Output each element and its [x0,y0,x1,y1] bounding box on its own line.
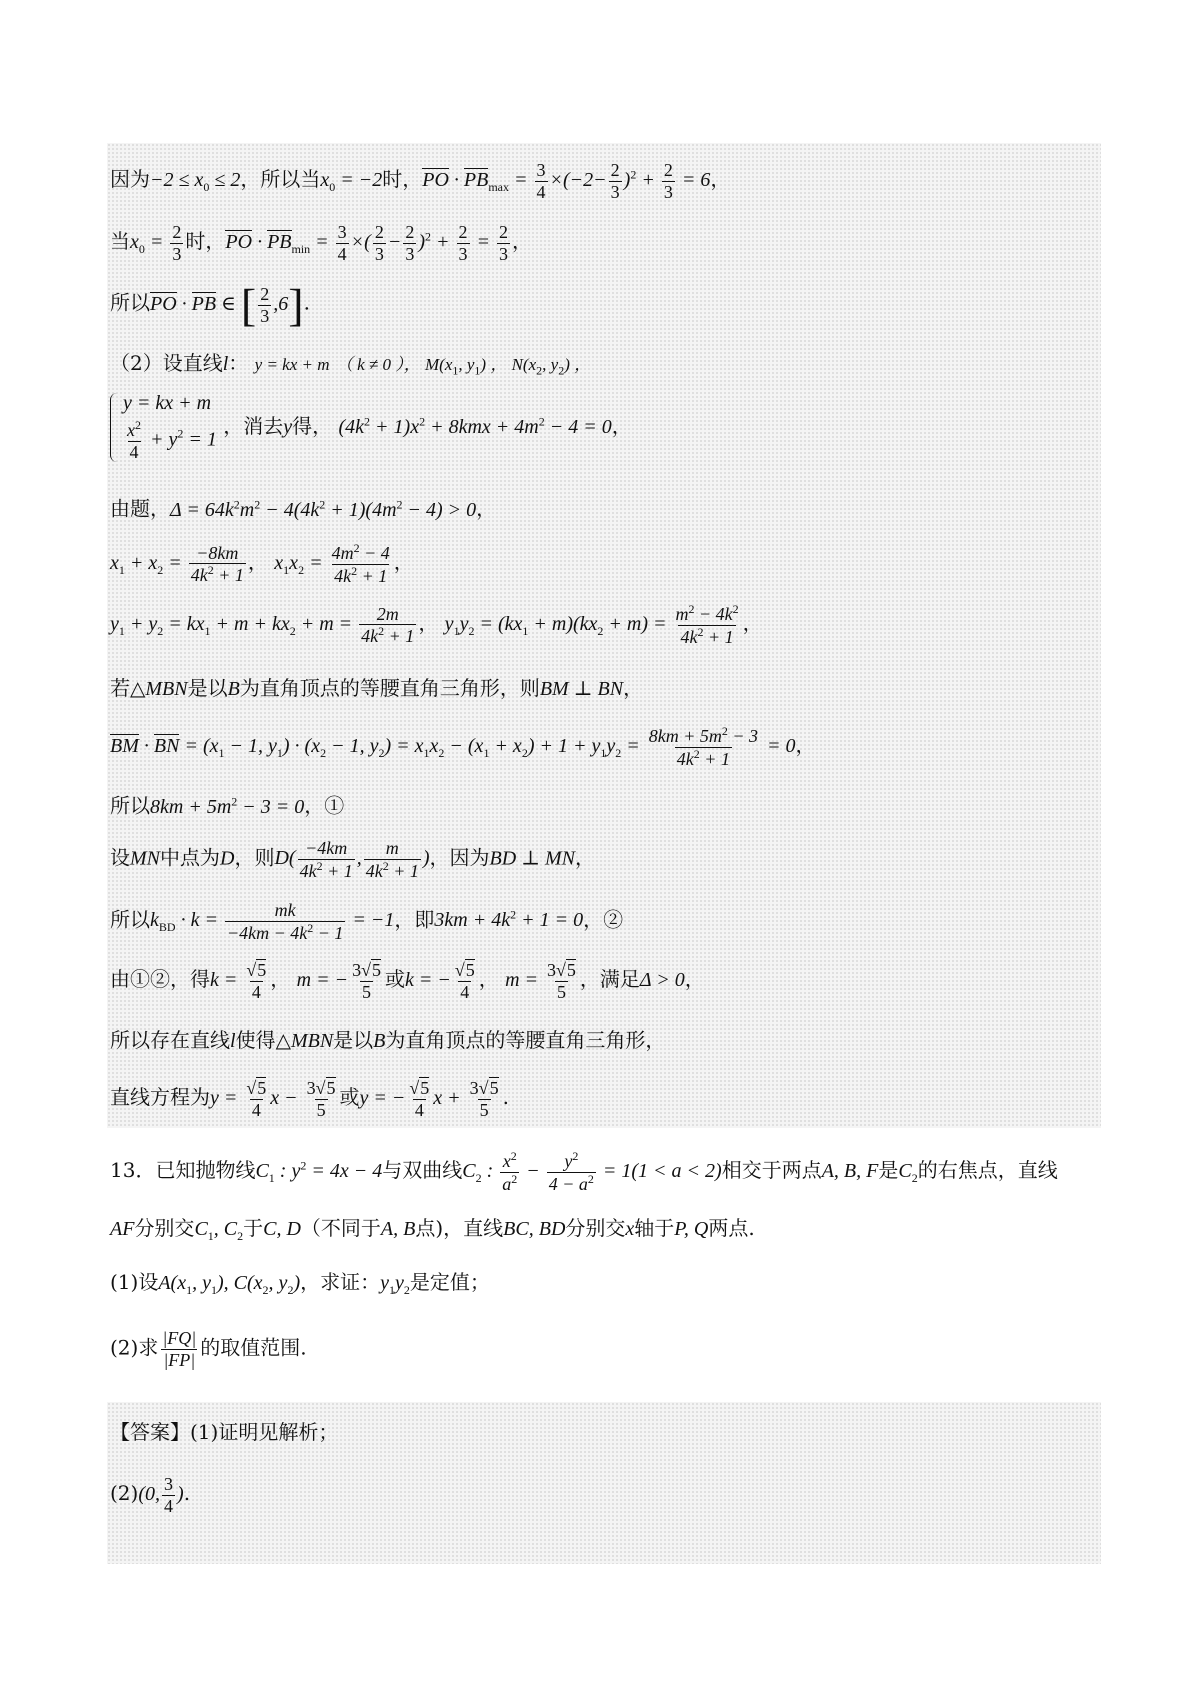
var-CD: C, D [263,1218,301,1240]
var-l: l [230,1030,236,1052]
var-MN: MN [130,847,160,870]
text: 所以 [110,290,150,315]
problem13-line-2: AF分别交$C_1$, $C_2$于C, D（不同于A, B点)，直线BC, BD分别交x轴于P, Q两点. [110,1216,755,1243]
text: (2)求 [110,1335,159,1360]
text: 已知抛物线 [155,1157,256,1182]
solution-line-1: 因为$-2 \le x_0 \le 2$，所以当$x_0 = -2$时，PO · $PB_{max}$ = $\frac{3}{4}$ ×(−2− $\frac{2}{3}$ )$^2$ + $\frac{2}{3}$ = 6， [110,160,731,202]
text: 分别交 [134,1216,195,1240]
frac-num: |FQ| [162,1328,197,1348]
text: ，消去 [223,414,284,439]
text: 与双曲线 [382,1157,463,1182]
text: . [303,290,310,315]
text: ， [512,228,532,253]
text: ，所以当 [240,166,321,191]
problem-number: 13． [110,1157,156,1182]
text: 的右焦点，直线 [917,1157,1058,1182]
text: 由①②，得 [110,966,210,991]
text: 或 [384,966,405,991]
text: ： [228,351,249,375]
points: A, B, F [821,1159,879,1182]
frac-den: |FP| [163,1349,196,1370]
answer-1: (1)证明见解析； [190,1420,339,1444]
solution-line-14: 由①②，得k = $\frac{√5}{4}$ ， m = − $\frac{3√5}{5}$ 或k = − $\frac{√5}{4}$ ， m = $\frac{3√5}{5}$ ，满足Δ > 0， [110,960,705,1002]
var-B: B [373,1030,386,1052]
text: 得， [292,414,333,439]
text: 若 [110,676,130,700]
text: 使得 [235,1028,276,1052]
text: 设 [110,845,130,870]
text: 是定值； [409,1270,490,1294]
delta: Δ > 0 [639,968,685,991]
text: ，因为 [429,845,490,870]
text: ，即 [394,907,435,932]
text: 当 [110,228,130,253]
text: 两点. [708,1216,755,1240]
text: 或 [339,1084,360,1109]
solution-line-8: $y_1 + y_2 = kx_1 + m + kx_2 + m$ = $\frac{2m}{4k^2 + 1}$ ， $y_1y_2 = (kx_1 + m)(kx_2 + m)$ = $\frac{m^2 - 4k^2}{4k^2 + 1}$ ， [110,602,763,647]
solution-line-13: 所以$k_{BD} \cdot k$ = $\frac{mk}{-4km - 4k^2 - 1}$ = −1，即$3km + 4k^2 + 1 = 0$，② [110,900,624,943]
problem13-question-2 [110,1328,307,1370]
solution-line-5: y = kx + m $\frac{x^2}{4}$ + $y^2 = 1$ ，消去y得， $(4k^2 + 1)x^2 + 8kmx + 4m^2 - 4 = 0$， [110,393,632,462]
solution-line-7: $x_1 + x_2$ = $\frac{-8km}{4k^2 + 1}$ ， $x_1x_2$ = $\frac{4m^2 - 4}{4k^2 + 1}$ ， [110,541,414,586]
text: 直线方程为 [110,1084,210,1109]
answer-line-1 [110,1422,338,1442]
problem13-line-1: 13．已知抛物线$C_1$ : $y^2 = 4x - 4$与双曲线$C_2$ : $\frac{x^2}{a^2}$ − $\frac{y^2}{4 - a^2}$ = 1(1 < a < 2)相交于两点A, B, F是$C_2$的右焦点，直线 [110,1149,1058,1194]
var-BCBD: BC, BD [503,1218,566,1240]
triangle: △MBN [275,1030,334,1052]
answer-2-label: (2) [110,1480,139,1505]
var-AF: AF [110,1218,135,1240]
answer-line-2: (2)(0, $\frac{3}{4}$ ). [110,1474,191,1516]
var-PQ: P, Q [674,1218,709,1240]
text: 为直角顶点的等腰直角三角形， [385,1028,666,1052]
text: 的取值范围. [200,1335,307,1360]
text: (1)设 [110,1270,159,1294]
solution-line-12: 设MN中点为D，则D( $\frac{-4km}{4k^2 + 1}$ , $\frac{m}{4k^2 + 1}$ )，因为BD ⊥ MN， [110,838,596,881]
solution-line-16: 直线方程为y = $\frac{√5}{4}$ x − $\frac{3√5}{5}$ 或y = − $\frac{√5}{4}$ x + $\frac{3√5}{5}$ . [110,1078,509,1120]
var-y: y [283,416,293,439]
equation-system: y = kx + m $\frac{x^2}{4}$ + $y^2 = 1$ [110,393,217,462]
solution-line-2: 当$x_0$ = $\frac{2}{3}$ 时，PO · $PB_{min}$ = $\frac{3}{4}$ ×( $\frac{2}{3}$ − $\frac{2}{3}$ )$^2$ + $\frac{2}{3}$ = $\frac{2}{3}$ ， [110,222,532,264]
solution-line-9: 若△MBN是以B为直角顶点的等腰直角三角形，则BM ⊥ BN， [110,676,644,700]
text: 是以 [333,1028,374,1052]
var-AB: A, B [380,1218,416,1240]
solution-line-11: 所以$8km + 5m^2 - 3 = 0$，① [110,793,345,818]
var-B: B [227,678,240,700]
var-x: x [625,1218,635,1240]
solution-line-10: BM · BN = ($x_1 - 1$, $y_1) \cdot (x_2 - 1$, $y_2) = x_1x_2 - (x_1 + x_2) + 1 + y_1y_2$ = $\frac{8km + 5m^2 - 3}{4k^2 + 1}$ = 0， [110,724,816,769]
var-D: D [220,847,235,870]
text: 因为 [110,166,150,191]
solution-line-3: 所以PO · PB ∈ [ $\frac{2}{3}$ ,6]. [110,279,310,330]
text: 所以存在直线 [110,1028,230,1052]
text: 时， [185,228,226,253]
text: ， [710,166,731,191]
solution-line-4: （2）设直线l： y = kx + m （ k ≠ 0 ）， $M(x_1$, $y_1$) ， $N(x_2$, $y_2$) ， [110,351,592,378]
triangle: △MBN [130,678,188,700]
text: 时， [382,166,423,191]
text: 所以 [110,793,150,818]
text: 分别交 [565,1216,626,1240]
text: 于 [243,1216,264,1240]
text: 为直角顶点的等腰直角三角形，则 [239,676,540,700]
text: （不同于 [300,1216,381,1240]
text: ，则 [234,845,275,870]
perp: BD ⊥ MN [489,847,576,870]
perp: BM ⊥ BN [539,678,624,700]
text: 相交于两点 [721,1157,822,1182]
text: . [183,1480,191,1505]
problem13-question-1: (1)设$A(x_1$, $y_1$), $C(x_2$, $y_2$)，求证：$y_1y_2$是定值； [110,1270,490,1297]
text: 是以 [187,676,228,700]
text: 是 [878,1157,899,1182]
text: 点)，直线 [415,1216,504,1240]
text: 轴于 [634,1216,675,1240]
text: ，求证： [300,1270,381,1294]
text: （2）设直线 [110,351,223,375]
solution-line-6: 由题，$\Delta = 64k^2m^2 - 4(4k^2 + 1)(4m^2 - 4) > 0$， [110,496,497,521]
solution-line-15 [110,1030,665,1051]
circle-2: ② [603,907,624,932]
answer-label: 【答案】 [110,1420,190,1444]
circle-1: ① [324,793,345,818]
text: ，满足 [579,966,640,991]
text: 中点为 [160,845,220,870]
text: 由题， [110,496,170,521]
var-l: l [222,353,229,375]
text: 所以 [110,907,150,932]
